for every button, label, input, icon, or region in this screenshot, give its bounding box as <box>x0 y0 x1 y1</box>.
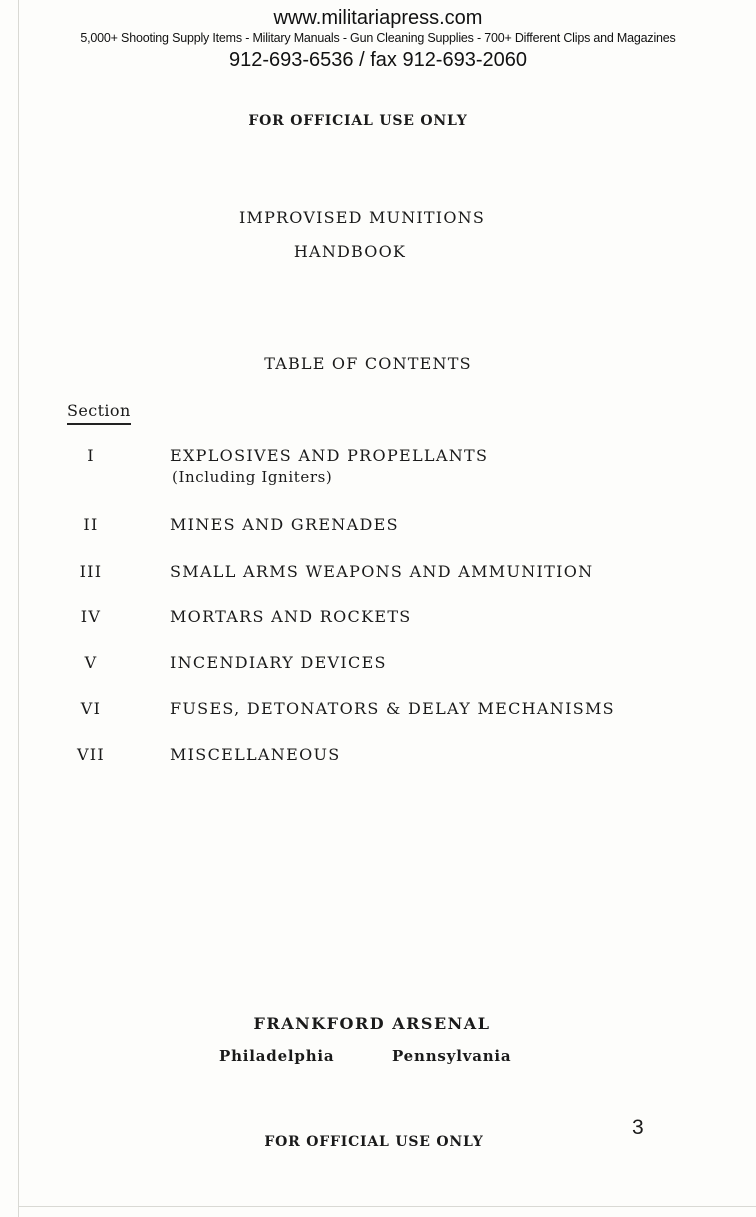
document-title-line2: HANDBOOK <box>293 242 407 261</box>
header-tagline: 5,000+ Shooting Supply Items - Military Manuals - Gun Cleaning Supplies - 700+ Different Clips and Magazines <box>80 31 676 45</box>
publisher-header <box>0 6 756 73</box>
publisher-name: FRANKFORD ARSENAL <box>253 1014 491 1033</box>
toc-heading: TABLE OF CONTENTS <box>264 354 472 373</box>
section-column-label: Section <box>67 401 131 425</box>
publisher-city: Philadelphia <box>219 1047 335 1065</box>
toc-section-title: INCENDIARY DEVICES <box>170 653 387 672</box>
toc-section-number: VI <box>80 699 102 718</box>
toc-section-title: SMALL ARMS WEAPONS AND AMMUNITION <box>170 562 594 581</box>
classification-bottom: FOR OFFICIAL USE ONLY <box>264 1134 484 1150</box>
toc-section-number: V <box>84 653 98 672</box>
page-edge-bottom <box>18 1206 756 1207</box>
toc-section-title: MORTARS AND ROCKETS <box>170 607 412 626</box>
toc-section-title: FUSES, DETONATORS & DELAY MECHANISMS <box>170 699 615 718</box>
toc-section-number: II <box>83 515 99 534</box>
toc-section-subtitle: (Including Igniters) <box>172 468 333 486</box>
toc-section-number: I <box>87 446 95 465</box>
page-number: 3 <box>632 1116 644 1139</box>
header-phone: 912-693-6536 / fax 912-693-2060 <box>228 49 527 71</box>
toc-section-number: III <box>79 562 103 581</box>
toc-section-title: EXPLOSIVES AND PROPELLANTS <box>170 446 489 465</box>
page-edge-left <box>18 0 19 1217</box>
publisher-state: Pennsylvania <box>392 1047 512 1065</box>
header-site: www.militariapress.com <box>273 7 483 29</box>
toc-section-title: MINES AND GRENADES <box>170 515 399 534</box>
toc-section-number: IV <box>80 607 102 626</box>
toc-section-title: MISCELLANEOUS <box>170 745 341 764</box>
classification-top: FOR OFFICIAL USE ONLY <box>248 113 468 129</box>
document-title-line1: IMPROVISED MUNITIONS <box>238 208 486 227</box>
toc-section-number: VII <box>76 745 106 764</box>
